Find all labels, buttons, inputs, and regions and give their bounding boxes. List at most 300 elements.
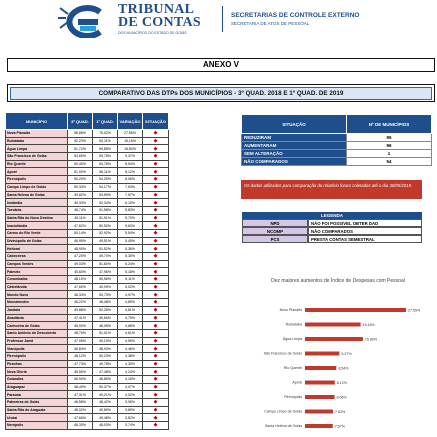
municipality-name: Pirenópolis (6, 176, 68, 184)
table-row (242, 150, 432, 158)
chart-category-label: Aporé (292, 380, 302, 385)
municipality-name: Divinópolis de Goiás (6, 237, 68, 245)
situation-arrow-icon: ◆ (143, 314, 169, 322)
variation-value: 5,45% (118, 237, 143, 245)
q3-value: 47,05% (68, 337, 93, 345)
table-row (6, 391, 169, 399)
q3-value: 46,95% (68, 237, 93, 245)
chart-data-label: 15,16% (362, 323, 375, 327)
q1-value: 75,02% (93, 130, 118, 138)
municipality-name: Nerópolis (6, 422, 68, 430)
chart-title: Dez maiores aumentos de Índice de Despesas com Pessoal (271, 278, 405, 284)
situation-arrow-icon: ◆ (143, 360, 169, 368)
municipality-name: Abadiânia (6, 314, 68, 322)
situation-arrow-icon: ◆ (143, 337, 169, 345)
legend-box (242, 212, 422, 243)
variation-value: 4,81% (118, 306, 143, 314)
q3-value: 48,12% (68, 352, 93, 360)
table-row (6, 145, 169, 153)
municipality-name: Castelândia (6, 283, 68, 291)
q1-value: 52,92% (93, 229, 118, 237)
situation-arrow-icon: ◆ (143, 153, 169, 161)
q1-value: 51,91% (93, 214, 118, 222)
municipality-name: Pirenópolis (6, 352, 68, 360)
situation-arrow-icon: ◆ (143, 160, 169, 168)
q3-value: 47,82% (68, 222, 93, 230)
chart-bar (305, 395, 335, 399)
variation-value: 4,24% (118, 368, 143, 376)
variation-value: 5,70% (118, 214, 143, 222)
municipality-name: Campos Verdes (6, 260, 68, 268)
situation-label: AUMENTARAM (242, 142, 347, 150)
legend-title: LEGENDA (242, 212, 422, 219)
municipality-name: Rio Quente (6, 160, 68, 168)
chart-category-label: Água Limpa (282, 337, 302, 341)
municipality-name: Mundo Novo (6, 291, 68, 299)
table-row (242, 134, 432, 142)
situation-label: NÃO COMPARADOS (242, 158, 347, 166)
variation-value: 6,10% (118, 199, 143, 207)
situation-count: 96 (347, 142, 432, 150)
q3-value: 48,10% (68, 276, 93, 284)
chart-data-label: 8,12% (336, 381, 347, 385)
legend-key: PCS (242, 235, 308, 243)
q1-value: 59,88% (93, 145, 118, 153)
q3-value: 47,20% (68, 253, 93, 261)
annex-title-box (7, 58, 435, 72)
municipality-name: Ivolândia (6, 199, 68, 207)
q1-value: 50,73% (93, 291, 118, 299)
q1-value: 49,78% (93, 360, 118, 368)
table-row (6, 222, 169, 230)
table-row (6, 191, 169, 199)
chart-category-label: Rio Quente (283, 366, 302, 370)
municipality-name: Goiandira (6, 376, 68, 384)
variation-value: 5,24% (118, 260, 143, 268)
q3-value: 50,33% (68, 183, 93, 191)
legend-row (242, 227, 422, 235)
variation-value: 8,12% (118, 168, 143, 176)
q1-value: 56,11% (93, 168, 118, 176)
comparison-title-box (7, 84, 435, 102)
municipality-name: Nova Glória (6, 368, 68, 376)
chart-bar (305, 308, 406, 312)
variation-value: 3,89% (118, 406, 143, 414)
variation-value: 4,16% (118, 376, 143, 384)
variation-value: 5,54% (118, 229, 143, 237)
q3-value: 47,66% (68, 414, 93, 422)
col-header-q1: 1º QUAD. (93, 113, 118, 130)
situation-arrow-icon: ◆ (143, 130, 169, 138)
chart-bar (305, 352, 339, 356)
chart-bar (305, 366, 336, 370)
municipality-name: Santa Rita do Araguaia (6, 406, 68, 414)
variation-value: 5,60% (118, 222, 143, 230)
situation-arrow-icon: ◆ (143, 245, 169, 253)
variation-value: 4,07% (118, 383, 143, 391)
situation-count: 1 (347, 150, 432, 158)
col-header-num-municipios: Nº DE MUNICÍPIOS (347, 115, 432, 134)
variation-value: 4,02% (118, 391, 143, 399)
top-increases-chart (243, 272, 433, 437)
situation-arrow-icon: ◆ (143, 229, 169, 237)
situation-arrow-icon: ◆ (143, 391, 169, 399)
q1-value: 49,48% (93, 414, 118, 422)
variation-value: 5,11% (118, 276, 143, 284)
situation-arrow-icon: ◆ (143, 222, 169, 230)
table-row (6, 406, 169, 414)
table-row (6, 422, 169, 430)
q1-value: 49,51% (93, 237, 118, 245)
situation-arrow-icon: ◆ (143, 176, 169, 184)
q3-value: 48,02% (68, 406, 93, 414)
municipality-name: Água Limpa (6, 145, 68, 153)
chart-data-label: 7,57% (334, 424, 345, 429)
situation-arrow-icon: ◆ (143, 183, 169, 191)
municipality-name: Vianópolis (6, 345, 68, 353)
q1-value: 47,48% (93, 368, 118, 376)
org-name-line2: DE CONTAS (118, 15, 201, 30)
situation-arrow-icon: ◆ (143, 399, 169, 407)
table-row (6, 352, 169, 360)
table-row (6, 176, 169, 184)
municipality-name: Turvânia (6, 206, 68, 214)
municipality-name: Cachoeira de Goiás (6, 322, 68, 330)
q3-value: 46,22% (68, 299, 93, 307)
legend-text: NÃO COMPARADOS (308, 227, 422, 235)
col-header-q3: 3º QUAD. (68, 113, 93, 130)
legend-text: NÃO FOI POSSÍVEL OBTER DAD (308, 219, 422, 227)
chart-data-label: 8,06% (336, 395, 347, 400)
table-row (6, 214, 169, 222)
table-row (6, 160, 169, 168)
table-row (6, 130, 169, 138)
situation-arrow-icon: ◆ (143, 422, 169, 430)
chart-data-label: 27,55% (408, 308, 421, 313)
chart-bar (305, 337, 363, 341)
q1-value: 48,93% (93, 345, 118, 353)
chart-category-label: Santa Helena de Goiás (264, 424, 302, 428)
table-row (6, 329, 169, 337)
variation-value: 5,02% (118, 283, 143, 291)
situation-arrow-icon: ◆ (143, 214, 169, 222)
variation-value: 5,18% (118, 268, 143, 276)
q3-value: 46,58% (68, 399, 93, 407)
org-name-line1: TRIBUNAL (118, 2, 195, 17)
variation-value: 15,16% (118, 137, 143, 145)
q1-value: 60,11% (93, 137, 118, 145)
situation-arrow-icon: ◆ (143, 260, 169, 268)
municipality-name: Palmelo (6, 268, 68, 276)
q3-value: 58,88% (68, 130, 93, 138)
table-row (6, 153, 169, 161)
tcm-logo-icon (50, 4, 110, 38)
q3-value: 48,90% (68, 245, 93, 253)
situation-arrow-icon: ◆ (143, 329, 169, 337)
q3-value: 48,40% (68, 383, 93, 391)
chart-category-label: Novo Planalto (279, 308, 302, 312)
municipality-name: Rubiataba (6, 137, 68, 145)
data-collection-note: Os dados utilizados para comparação do relatório foram coletados até o dia 30/05/2019. (241, 180, 422, 199)
situation-arrow-icon: ◆ (143, 383, 169, 391)
header-divider (222, 6, 223, 32)
q1-value: 54,76% (93, 160, 118, 168)
q3-value: 47,31% (68, 391, 93, 399)
variation-value: 5,83% (118, 206, 143, 214)
q1-value: 51,58% (93, 206, 118, 214)
q1-value: 54,17% (93, 183, 118, 191)
chart-category-label: Rubiataba (285, 322, 302, 327)
table-row (242, 142, 432, 150)
situation-arrow-icon: ◆ (143, 406, 169, 414)
q3-value: 45,90% (68, 322, 93, 330)
q1-value: 53,59% (93, 191, 118, 199)
col-header-situacao: SITUAÇÃO (143, 113, 169, 130)
q1-value: 48,85% (93, 376, 118, 384)
q3-value: 49,03% (68, 260, 93, 268)
q3-value: 52,23% (68, 137, 93, 145)
department-name: SECRETARIAS DE CONTROLE EXTERNO (231, 12, 360, 19)
table-row (6, 260, 169, 268)
municipality-name: Mossâmedes (6, 299, 68, 307)
org-name-line3: DOS MUNICÍPIOS DO ESTADO DE GOIÁS (118, 31, 187, 35)
q1-value: 49,66% (93, 314, 118, 322)
variation-value: 7,57% (118, 191, 143, 199)
table-row (6, 414, 169, 422)
q1-value: 49,70% (93, 253, 118, 261)
table-row (6, 360, 169, 368)
table-row (6, 337, 169, 345)
department-subname: SECRETARIA DE ATOS DE PESSOAL (231, 21, 310, 26)
table-row (6, 268, 169, 276)
situation-arrow-icon: ◆ (143, 299, 169, 307)
municipality-name: Heitoraí (6, 245, 68, 253)
situation-arrow-icon: ◆ (143, 276, 169, 284)
q3-value: 45,55% (68, 368, 93, 376)
variation-value: 4,38% (118, 352, 143, 360)
q1-value: 51,60% (93, 260, 118, 268)
municipality-name: Araguapaz (6, 383, 68, 391)
municipality-name: Nova Planalto (6, 130, 68, 138)
comparison-title: COMPARATIVO DAS DTPs DOS MUNICÍPIOS - 3º QUAD. 2018 E 1º QUAD. DE 2019 (10, 87, 432, 100)
q1-value: 47,96% (93, 268, 118, 276)
chart-bar (305, 410, 333, 414)
q3-value: 48,33% (68, 291, 93, 299)
table-row (6, 206, 169, 214)
chart-category-label: Pirenópolis (284, 395, 302, 399)
municipality-name: São Francisco de Goiás (6, 153, 68, 161)
chart-bar (305, 424, 333, 428)
municipality-name: Aporé (6, 168, 68, 176)
chart-data-label: 8,54% (338, 366, 349, 371)
situation-arrow-icon: ◆ (143, 168, 169, 176)
situation-arrow-icon: ◆ (143, 199, 169, 207)
situation-label: REDUZIRAM (242, 134, 347, 142)
table-row (6, 399, 169, 407)
variation-value: 7,63% (118, 183, 143, 191)
table-row (6, 199, 169, 207)
situation-arrow-icon: ◆ (143, 352, 169, 360)
situation-arrow-icon: ◆ (143, 206, 169, 214)
q1-value: 49,21% (93, 391, 118, 399)
situation-arrow-icon: ◆ (143, 137, 169, 145)
variation-value: 8,06% (118, 176, 143, 184)
variation-value: 27,55% (118, 130, 143, 138)
q3-value: 47,60% (68, 283, 93, 291)
situation-arrow-icon: ◆ (143, 306, 169, 314)
municipality-name: Urutaí (6, 414, 68, 422)
variation-value: 4,61% (118, 329, 143, 337)
table-row (6, 283, 169, 291)
table-row (6, 314, 169, 322)
situation-arrow-icon: ◆ (143, 368, 169, 376)
q3-value: 46,30% (68, 422, 93, 430)
municipality-name: Santa Helena de Goiás (6, 191, 68, 199)
table-row (6, 376, 169, 384)
table-row (6, 299, 169, 307)
table-row (6, 229, 169, 237)
municipality-name: Corumbaíba (6, 276, 68, 284)
q1-value: 52,28% (93, 306, 118, 314)
table-row (6, 345, 169, 353)
variation-value: 4,30% (118, 360, 143, 368)
q3-value: 51,90% (68, 168, 93, 176)
municipality-name: Santo Antônio do Descoberto (6, 329, 68, 337)
municipality-table (5, 112, 169, 430)
q1-value: 51,52% (93, 245, 118, 253)
variation-value: 15,80% (118, 145, 143, 153)
table-row (6, 383, 169, 391)
q1-value: 52,34% (93, 199, 118, 207)
col-header-municipio: MUNICÍPIO (6, 113, 68, 130)
table-row (6, 168, 169, 176)
table-row (6, 137, 169, 145)
chart-category-label: Campo Limpo de Goiás (264, 409, 302, 414)
q1-value: 49,89% (93, 406, 118, 414)
table-row (6, 368, 169, 376)
variation-value: 4,68% (118, 322, 143, 330)
chart-data-label: 15,80% (364, 337, 378, 342)
legend-text: PRESTA CONTAS SEMESTRAL (308, 235, 422, 243)
q1-value: 50,23% (93, 352, 118, 360)
variation-value: 4,46% (118, 345, 143, 353)
situation-arrow-icon: ◆ (143, 145, 169, 153)
chart-category-label: São Francisco de Goiás (263, 351, 302, 356)
table-row (6, 276, 169, 284)
variation-value: 5,30% (118, 253, 143, 261)
col-header-situacao: SITUAÇÃO (242, 115, 347, 134)
q3-value: 49,11% (68, 214, 93, 222)
situation-arrow-icon: ◆ (143, 283, 169, 291)
chart-bar (305, 323, 361, 327)
variation-value: 3,82% (118, 414, 143, 422)
q3-value: 46,84% (68, 345, 93, 353)
legend-key: NPD (242, 219, 308, 227)
situation-arrow-icon: ◆ (143, 376, 169, 384)
variation-value: 4,75% (118, 314, 143, 322)
q1-value: 49,19% (93, 337, 118, 345)
table-row (242, 158, 432, 166)
q3-value: 54,65% (68, 153, 93, 161)
q1-value: 48,03% (93, 422, 118, 430)
q3-value: 50,20% (68, 176, 93, 184)
municipality-name: Jandaia (6, 306, 68, 314)
legend-row (242, 235, 422, 243)
municipality-name: Santa Rita do Novo Destino (6, 214, 68, 222)
q1-value: 51,01% (93, 329, 118, 337)
col-header-variacao: VARIAÇÃO (118, 113, 143, 130)
situation-arrow-icon: ◆ (143, 253, 169, 261)
q1-value: 59,76% (93, 153, 118, 161)
variation-value: 4,89% (118, 299, 143, 307)
municipality-name: Carmo do Rio Verde (6, 229, 68, 237)
q1-value: 49,99% (93, 283, 118, 291)
situation-arrow-icon: ◆ (143, 237, 169, 245)
situation-arrow-icon: ◆ (143, 322, 169, 330)
q3-value: 45,60% (68, 268, 93, 276)
q1-value: 54,25% (93, 176, 118, 184)
municipality-name: Piranhas (6, 360, 68, 368)
table-row (6, 306, 169, 314)
municipality-name: Campo Limpo de Goiás (6, 183, 68, 191)
situation-arrow-icon: ◆ (143, 191, 169, 199)
municipality-name: Cabeceiras (6, 253, 68, 261)
variation-value: 4,55% (118, 337, 143, 345)
q3-value: 50,45% (68, 160, 93, 168)
q3-value: 48,76% (68, 329, 93, 337)
q3-value: 49,82% (68, 191, 93, 199)
q3-value: 51,72% (68, 145, 93, 153)
q1-value: 50,56% (93, 276, 118, 284)
q1-value: 50,50% (93, 222, 118, 230)
q3-value: 49,88% (68, 306, 93, 314)
municipality-name: Inaciolândia (6, 222, 68, 230)
q1-value: 48,05% (93, 322, 118, 330)
variation-value: 5,36% (118, 245, 143, 253)
legend-key: NCOMP (242, 227, 308, 235)
chart-plot (243, 272, 433, 437)
q3-value: 46,90% (68, 376, 93, 384)
q3-value: 50,14% (68, 229, 93, 237)
situation-arrow-icon: ◆ (143, 345, 169, 353)
q3-value: 47,73% (68, 360, 93, 368)
municipality-name: Paraúna (6, 391, 68, 399)
variation-value: 9,37% (118, 153, 143, 161)
municipality-name: Palmeiras de Goiás (6, 399, 68, 407)
annex-title: ANEXO V (202, 60, 239, 69)
chart-data-label: 7,63% (334, 410, 346, 414)
q1-value: 50,37% (93, 383, 118, 391)
situation-arrow-icon: ◆ (143, 414, 169, 422)
table-row (6, 322, 169, 330)
variation-value: 4,97% (118, 291, 143, 299)
situation-arrow-icon: ◆ (143, 291, 169, 299)
variation-value: 3,95% (118, 399, 143, 407)
q3-value: 47,41% (68, 314, 93, 322)
table-row (6, 245, 169, 253)
situation-count: 95 (347, 134, 432, 142)
table-row (6, 291, 169, 299)
situation-summary-table (241, 114, 432, 166)
chart-data-label: 9,37% (341, 352, 352, 356)
situation-arrow-icon: ◆ (143, 268, 169, 276)
table-row (6, 183, 169, 191)
table-row (6, 253, 169, 261)
q3-value: 49,33% (68, 199, 93, 207)
situation-label: SEM ALTERAÇÃO (242, 150, 347, 158)
municipality-name: Professor Jamil (6, 337, 68, 345)
q1-value: 48,48% (93, 299, 118, 307)
